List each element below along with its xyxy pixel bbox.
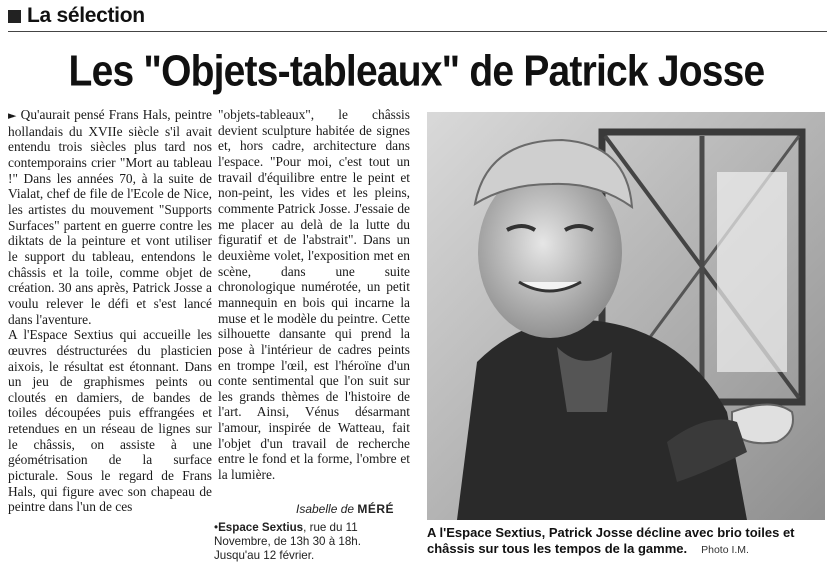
bullet-icon: • bbox=[214, 521, 219, 534]
paragraph-3: "objets-tableaux", le châssis devient sculpture habitée de signes et, hors cadre, architecture dans l'espace. "Pour moi, c'est tout un travail d'équilibre entre le peint et non-peint, les vides et les pleins, commente Patrick Josse. J'essaie de me placer au delà de la lutte du figuratif et de l'abstrait". Dans un deuxième volet, l'exposition met en scène, dans une suite chronologique numérotée, un petit mannequin en bois qui incarne la muse et le modèle du peintre. Cette silhouette dansante qui prend la pose à l'intérieur de cadres peints en trompe l'œil, est l'héroïne d'un conte sentimental que l'on suit sur les grands thèmes de l'histoire de l'art. Ainsi, Vénus désarmant l'amour, inspirée de Watteau, fait l'objet d'un travail de recherche entre le fond et la forme, l'ombre et la lumière. bbox=[218, 107, 410, 483]
exhibition-info: •Espace Sextius, rue du 11 Novembre, de 13h 30 à 18h. Jusqu'au 12 février. bbox=[214, 521, 361, 562]
section-label: La sélection bbox=[27, 4, 145, 27]
photo-credit: Photo I.M. bbox=[701, 544, 749, 556]
article-column-1 bbox=[8, 107, 212, 515]
author-byline: Isabelle de MÉRÉ bbox=[296, 502, 395, 516]
artist-photo bbox=[427, 112, 825, 520]
article-column-2 bbox=[218, 107, 410, 483]
section-header bbox=[8, 4, 145, 28]
photo-caption: A l'Espace Sextius, Patrick Josse décline avec brio toiles et châssis sur tous les tempos de la gamme. Photo I.M. bbox=[427, 525, 795, 556]
paragraph-2: A l'Espace Sextius qui accueille les œuvres déstructurées du plasticien aixois, le résultat est étonnant. Dans un jeu de graphismes peints ou cloutés en damiers, de bandes de toiles découpées puis effrangées et retendues en un réseau de lignes sur le châssis, on assiste à une géométrisation de la surface picturale. Sous le regard de Frans Hals, qui figure avec son chapeau de peintre dans l'un de ces bbox=[8, 327, 212, 515]
paragraph-1: ► Qu'aurait pensé Frans Hals, peintre hollandais du XVIIe siècle s'il avait entendu trois siècles plus tard nos contemporains crier "Mort au tableau !" Dans les années 70, à la suite de Vialat, chef de file de l'Ecole de Nice, les artistes du mouvement "Supports Surfaces" partent en guerre contre les diktats de la peinture et vont utiliser le support du tableau, entendons le châssis et la toile, comme objet de création. 30 ans après, Patrick Josse a voulu relever le défi et s'est lancé dans l'aventure. bbox=[8, 107, 213, 327]
arrow-right-icon: ► bbox=[8, 109, 17, 122]
top-divider bbox=[8, 31, 827, 32]
square-bullet-icon bbox=[8, 10, 21, 23]
headline: Les "Objets-tableaux" de Patrick Josse bbox=[68, 47, 765, 96]
photo-illustration bbox=[427, 112, 825, 520]
